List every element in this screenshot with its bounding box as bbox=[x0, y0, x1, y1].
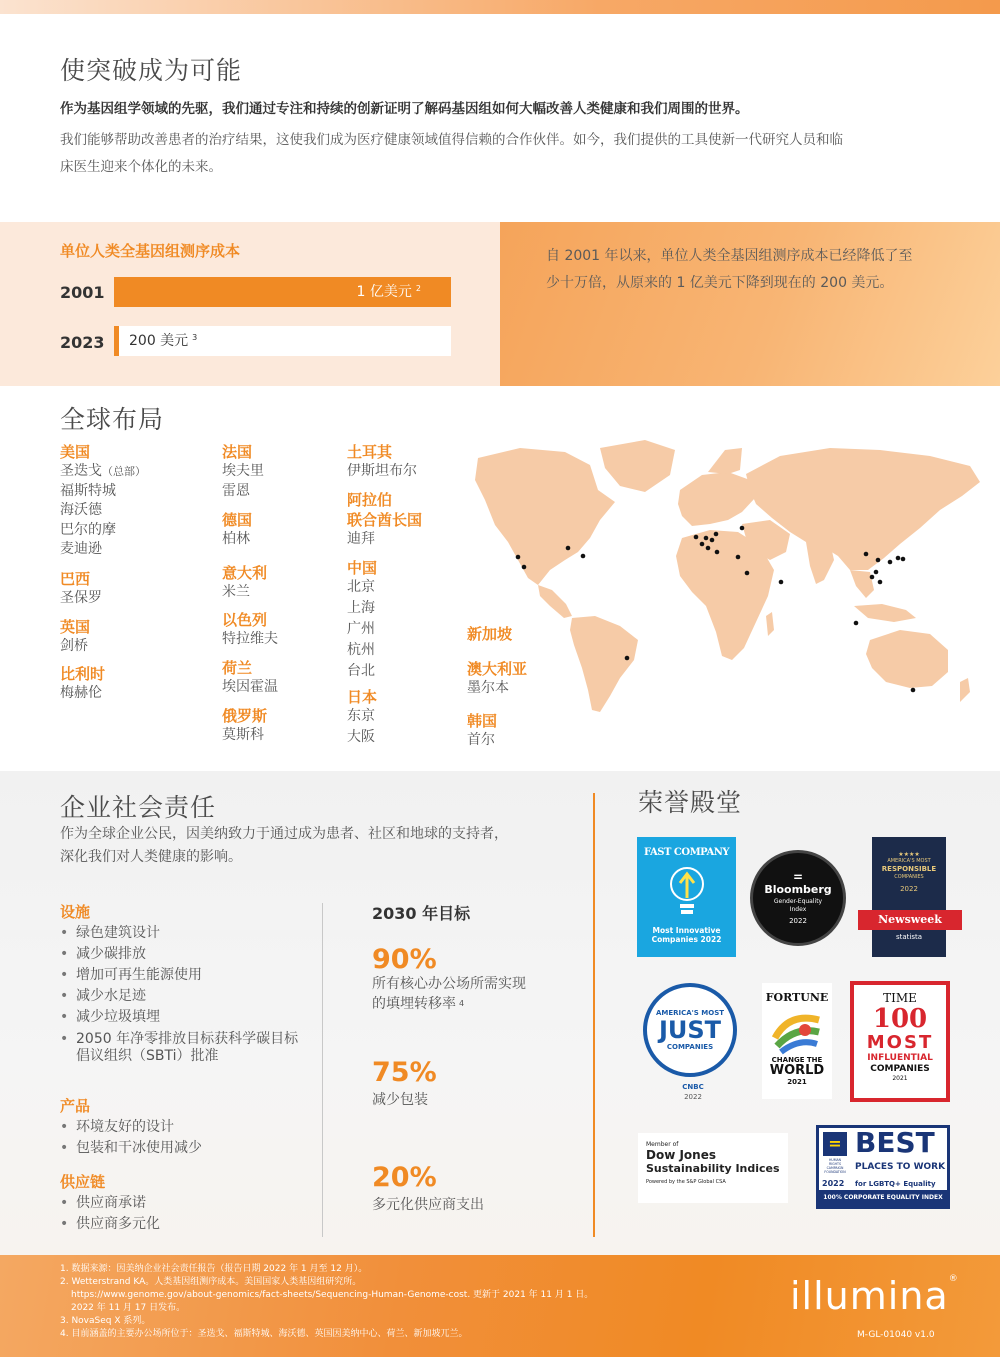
bloomberg-year: 2022 bbox=[789, 917, 807, 925]
map-india bbox=[806, 542, 834, 584]
hrc-line2: for LGBTQ+ Equality bbox=[855, 1180, 936, 1188]
country-france bbox=[222, 442, 264, 501]
hrc-year: 2022 bbox=[822, 1179, 845, 1188]
map-marker bbox=[779, 580, 784, 585]
csr-title: 企业社会责任 bbox=[60, 793, 217, 822]
equals-icon: = bbox=[792, 870, 804, 884]
hq-note: （总部） bbox=[102, 465, 146, 478]
country-name: 新加坡 bbox=[467, 625, 513, 643]
world-map bbox=[470, 420, 990, 720]
dj-line3: Powered by the S&P Global CSA bbox=[646, 1179, 726, 1185]
map-greenland bbox=[600, 440, 675, 492]
illumina-logo: illumina® bbox=[790, 1274, 959, 1318]
country-name: 土耳其 bbox=[347, 443, 393, 461]
list-item: • 减少碳排放 bbox=[60, 944, 298, 965]
time-line1: INFLUENTIAL bbox=[867, 1053, 933, 1063]
country-uae bbox=[347, 490, 422, 550]
map-marker bbox=[874, 570, 879, 575]
city: 剑桥 bbox=[60, 638, 88, 654]
country-italy bbox=[222, 563, 267, 603]
document-code: M-GL-01040 v1.0 bbox=[857, 1330, 935, 1340]
map-marker bbox=[896, 556, 901, 561]
lightbulb-icon bbox=[662, 862, 712, 922]
country-turkey bbox=[347, 442, 417, 482]
city: 圣保罗 bbox=[60, 590, 102, 606]
time-most: MOST bbox=[866, 1032, 934, 1053]
map-marker bbox=[864, 552, 869, 557]
map-marker bbox=[516, 555, 521, 560]
fast-company-line2: Companies 2022 bbox=[651, 935, 722, 944]
city: 杭州 bbox=[347, 641, 375, 658]
cost-bar-2001 bbox=[114, 277, 451, 307]
city: 埃夫里 bbox=[222, 463, 264, 479]
globe-swirl-icon bbox=[769, 1008, 825, 1056]
city: 特拉维夫 bbox=[222, 631, 278, 647]
footnote-2-url: https://www.genome.gov/about-genomics/fact-sheets/Sequencing-Human-Genome-cost. 更新于 2021 年 11 月 1 日。 bbox=[71, 1290, 594, 1300]
country-name: 意大利 bbox=[222, 564, 268, 582]
map-marker bbox=[710, 538, 715, 543]
footnote-2-date: 2022 年 11 月 17 日发布。 bbox=[71, 1303, 186, 1313]
map-marker bbox=[581, 554, 586, 559]
awards-title: 荣誉殿堂 bbox=[638, 788, 743, 817]
goal-2-percent: 75% bbox=[372, 1057, 437, 1088]
cost-text-line2: 少十万倍，从原来的 1 亿美元下降到现在的 200 美元。 bbox=[546, 275, 894, 291]
city: 北京 bbox=[347, 579, 375, 595]
map-marker bbox=[715, 550, 720, 555]
newsweek-top1: AMERICA'S MOST bbox=[887, 858, 931, 864]
time-number: 100 bbox=[872, 1004, 928, 1034]
map-indonesia bbox=[854, 604, 916, 622]
footnote-2: 2. Wetterstrand KA。人类基因组测序成本。美国国家人类基因组研究所。 bbox=[60, 1277, 362, 1287]
map-marker bbox=[876, 558, 881, 563]
fortune-line2: WORLD bbox=[769, 1063, 825, 1078]
just-top: AMERICA'S MOST bbox=[655, 1009, 725, 1017]
intro-para-line2: 床医生迎来个体化的未来。 bbox=[60, 159, 222, 175]
hrc-side: HUMAN RIGHTS CAMPAIGN FOUNDATION bbox=[824, 1158, 846, 1174]
goals-title: 2030 年目标 bbox=[372, 904, 471, 923]
country-name: 法国 bbox=[222, 443, 253, 461]
just-word: JUST bbox=[658, 1016, 722, 1044]
city: 梅赫伦 bbox=[60, 685, 102, 701]
list-item: • 增加可再生能源使用 bbox=[60, 965, 298, 986]
cost-year-2023: 2023 bbox=[60, 333, 105, 352]
award-time bbox=[850, 981, 950, 1102]
country-china bbox=[347, 558, 377, 682]
hrc-line3: 100% CORPORATE EQUALITY INDEX bbox=[823, 1194, 943, 1201]
bloomberg-line1: Gender-Equality bbox=[773, 898, 823, 905]
goal-3-desc: 多元化供应商支出 bbox=[372, 1197, 484, 1213]
map-scandinavia bbox=[708, 448, 742, 474]
country-uk bbox=[60, 617, 90, 657]
list-item: • 环境友好的设计 bbox=[60, 1117, 202, 1138]
bloomberg-line2: Index bbox=[789, 906, 807, 913]
dj-member: Member of bbox=[646, 1141, 679, 1148]
cost-value-2001: 1 亿美元 bbox=[356, 284, 412, 300]
award-fortune bbox=[762, 983, 832, 1099]
country-name: 韩国 bbox=[467, 712, 498, 730]
map-marker bbox=[745, 571, 750, 576]
hrc-line1: PLACES TO WORK bbox=[855, 1162, 946, 1172]
cost-ref-2023: 3 bbox=[192, 333, 198, 342]
stars-icon: ★★★★ bbox=[898, 851, 920, 858]
map-marker bbox=[888, 560, 893, 565]
country-belgium bbox=[60, 664, 105, 704]
hrc-best: BEST bbox=[855, 1126, 935, 1159]
goal-1-desc: 所有核心办公场所需实现 的填埋转移率 $^4$ bbox=[372, 976, 526, 1012]
city: 麦迪逊 bbox=[60, 541, 102, 557]
cnbc-logo: CNBC bbox=[682, 1083, 704, 1091]
city: 上海 bbox=[347, 599, 375, 616]
fortune-logo: FORTUNE bbox=[765, 991, 829, 1004]
time-logo: TIME bbox=[883, 991, 917, 1005]
facilities-list bbox=[60, 923, 298, 1065]
fast-company-logo: FAST COMPANY bbox=[644, 847, 729, 858]
country-name: 日本 bbox=[347, 688, 378, 706]
map-marker bbox=[706, 546, 711, 551]
goal-2-desc: 减少包装 bbox=[372, 1092, 428, 1108]
newsweek-ribbon: Newsweek bbox=[858, 910, 962, 930]
country-name: 巴西 bbox=[60, 570, 91, 588]
goal-3-percent: 20% bbox=[372, 1162, 437, 1193]
top-gradient-bar bbox=[0, 0, 1000, 14]
newsweek-year: 2022 bbox=[900, 885, 918, 893]
map-marker bbox=[522, 565, 527, 570]
award-fast-company bbox=[637, 837, 736, 957]
map-marker bbox=[870, 575, 875, 580]
city: 海沃德 bbox=[60, 502, 102, 518]
just-bottom: COMPANIES bbox=[666, 1043, 714, 1051]
award-bloomberg bbox=[750, 850, 846, 946]
map-new-zealand bbox=[960, 678, 970, 702]
equals-icon: = bbox=[823, 1132, 847, 1156]
country-name: 阿拉伯 bbox=[347, 491, 393, 509]
supply-chain-title: 供应链 bbox=[60, 1173, 106, 1191]
supply-chain-list bbox=[60, 1193, 160, 1235]
list-item: • 供应商多元化 bbox=[60, 1214, 160, 1235]
cost-title: 单位人类全基因组测序成本 bbox=[60, 242, 241, 260]
map-marker bbox=[694, 535, 699, 540]
goal-1-ref: 4 bbox=[459, 999, 465, 1008]
country-name: 美国 bbox=[60, 443, 91, 461]
map-marker bbox=[878, 580, 883, 585]
map-madagascar bbox=[766, 612, 774, 636]
list-item: • 减少垃圾填埋 bbox=[60, 1007, 298, 1028]
footnotes bbox=[60, 1263, 593, 1341]
footnote-4: 4. 目前涵盖的主要办公场所位于：圣迭戈、福斯特城、海沃德、英国因美纳中心、荷兰、新加坡兀兰。 bbox=[60, 1329, 468, 1339]
time-line2: COMPANIES bbox=[870, 1064, 930, 1074]
dj-line1: Dow Jones bbox=[646, 1148, 717, 1162]
city: 福斯特城 bbox=[60, 482, 116, 499]
country-name: 联合酋长国 bbox=[347, 511, 423, 529]
list-item: • 绿色建筑设计 bbox=[60, 923, 298, 944]
country-brazil bbox=[60, 569, 102, 609]
map-central-america bbox=[538, 585, 572, 618]
map-australia bbox=[866, 630, 948, 688]
map-marker bbox=[566, 546, 571, 551]
cost-bar-2023 bbox=[114, 326, 451, 356]
country-name: 荷兰 bbox=[222, 659, 253, 677]
country-name: 德国 bbox=[222, 511, 253, 529]
map-north-america bbox=[475, 448, 615, 585]
footnote-1: 1. 数据来源：因美纳企业社会责任报告（报告日期 2022 年 1 月至 12 月）。 bbox=[60, 1264, 368, 1274]
country-germany bbox=[222, 510, 252, 550]
city: 广州 bbox=[347, 620, 375, 637]
city: 米兰 bbox=[222, 584, 250, 600]
goal-1-percent: 90% bbox=[372, 944, 437, 975]
just-year: 2022 bbox=[684, 1093, 702, 1101]
cost-text-line1: 自 2001 年以来，单位人类全基因组测序成本已经降低了至 bbox=[546, 248, 913, 264]
country-netherlands bbox=[222, 658, 278, 698]
country-name: 比利时 bbox=[60, 665, 106, 683]
cost-ref-2001: 2 bbox=[415, 284, 421, 293]
fortune-year: 2021 bbox=[787, 1078, 807, 1086]
time-year: 2021 bbox=[892, 1075, 908, 1082]
map-marker bbox=[625, 656, 630, 661]
list-item: • 减少水足迹 bbox=[60, 986, 298, 1007]
list-item: • 供应商承诺 bbox=[60, 1193, 160, 1214]
bloomberg-logo: Bloomberg bbox=[764, 883, 832, 896]
country-russia bbox=[222, 706, 267, 746]
products-list bbox=[60, 1117, 202, 1159]
list-item: • 包装和干冰使用减少 bbox=[60, 1138, 202, 1159]
city: 巴尔的摩 bbox=[60, 521, 116, 538]
map-marker bbox=[714, 532, 719, 537]
dj-line2: Sustainability Indices bbox=[646, 1162, 780, 1175]
facilities-title: 设施 bbox=[60, 903, 91, 921]
map-south-america bbox=[570, 616, 638, 712]
fortune-line1: CHANGE THE bbox=[771, 1056, 823, 1064]
intro-para-line1: 我们能够帮助改善患者的治疗结果，这使我们成为医疗健康领域值得信赖的合作伙伴。如今，我们提供的工具使新一代研究人员和临 bbox=[60, 132, 843, 148]
registered-icon: ® bbox=[948, 1274, 959, 1284]
city: 柏林 bbox=[222, 531, 250, 547]
csr-sub-line2: 深化我们对人类健康的影响。 bbox=[60, 849, 242, 865]
country-name: 以色列 bbox=[222, 611, 268, 629]
city: 台北 bbox=[347, 662, 375, 679]
column-divider bbox=[322, 903, 323, 1237]
cost-year-2001: 2001 bbox=[60, 283, 105, 302]
country-name: 中国 bbox=[347, 559, 378, 577]
award-dow-jones bbox=[638, 1133, 788, 1203]
city: 首尔 bbox=[467, 732, 495, 748]
map-marker bbox=[911, 688, 916, 693]
map-marker bbox=[901, 557, 906, 562]
awards-divider bbox=[593, 793, 595, 1237]
city: 莫斯科 bbox=[222, 727, 264, 743]
footnote-3: 3. NovaSeq X 系列。 bbox=[60, 1316, 151, 1326]
city: 东京 bbox=[347, 708, 375, 724]
csr-sub-line1: 作为全球企业公民，因美纳致力于通过成为患者、社区和地球的支持者， bbox=[60, 826, 508, 842]
city: 埃因霍温 bbox=[222, 679, 278, 695]
city: 大阪 bbox=[347, 728, 375, 745]
intro-lead: 作为基因组学领域的先驱，我们通过专注和持续的创新证明了解码基因组如何大幅改善人类健康和我们周围的世界。 bbox=[60, 101, 749, 117]
city: 圣迭戈（总部） bbox=[60, 463, 146, 479]
map-marker bbox=[704, 536, 709, 541]
city: 雷恩 bbox=[222, 482, 250, 499]
country-name: 英国 bbox=[60, 618, 91, 636]
city: 墨尔本 bbox=[467, 680, 509, 696]
map-southeast-asia bbox=[850, 570, 874, 598]
cost-value-2023: 200 美元 bbox=[129, 333, 189, 349]
newsweek-top2: RESPONSIBLE bbox=[881, 865, 937, 873]
products-title: 产品 bbox=[60, 1097, 91, 1115]
list-item: • 2050 年净零排放目标获科学碳目标 倡议组织（SBTi）批准 bbox=[60, 1031, 298, 1065]
country-japan bbox=[347, 687, 377, 748]
fast-company-line1: Most Innovative bbox=[652, 926, 721, 935]
country-name: 澳大利亚 bbox=[467, 660, 528, 678]
page-title: 使突破成为可能 bbox=[60, 56, 243, 85]
map-marker bbox=[700, 542, 705, 547]
global-title: 全球布局 bbox=[60, 405, 165, 434]
map-marker bbox=[740, 526, 745, 531]
award-just-capital bbox=[643, 983, 737, 1077]
city: 伊斯坦布尔 bbox=[347, 463, 417, 479]
newsweek-top3: COMPANIES bbox=[894, 874, 924, 880]
award-hrc bbox=[816, 1125, 950, 1209]
city: 迪拜 bbox=[347, 531, 375, 547]
country-name: 俄罗斯 bbox=[222, 707, 268, 725]
country-israel bbox=[222, 610, 278, 650]
country-usa bbox=[60, 442, 146, 560]
statista-logo: statista bbox=[895, 933, 923, 941]
map-marker bbox=[854, 621, 859, 626]
map-marker bbox=[736, 555, 741, 560]
